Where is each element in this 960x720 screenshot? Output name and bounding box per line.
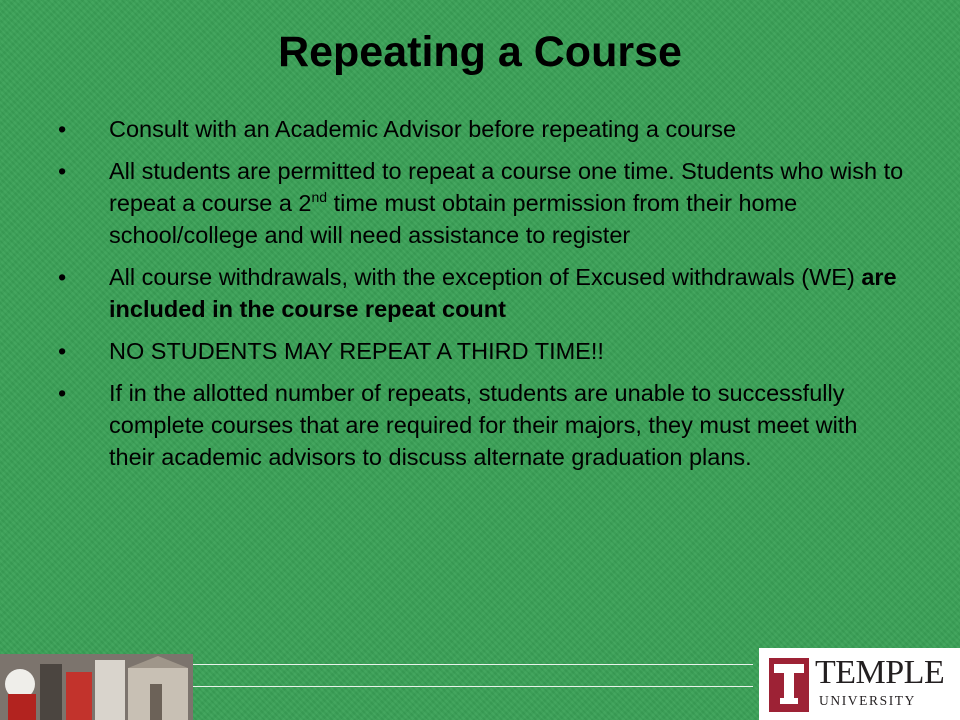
bullet-icon: • <box>58 338 67 364</box>
bullet-text: NO STUDENTS MAY REPEAT A THIRD TIME!! <box>109 338 604 364</box>
campus-photo-strip <box>0 654 193 720</box>
bullet-icon: • <box>58 158 67 184</box>
logo-wordmark: TEMPLE <box>815 654 945 691</box>
ordinal-superscript: nd <box>311 189 328 205</box>
slide-title: Repeating a Course <box>278 28 682 76</box>
list-item <box>58 335 908 367</box>
bullet-text: If in the allotted number of repeats, students are unable to successfully complete courses that are required for their majors, they must meet with their academic advisors to discuss alternate graduation plans. <box>109 380 858 470</box>
bullet-text: Consult with an Academic Advisor before repeating a course <box>109 116 737 142</box>
bullet-icon: • <box>58 380 67 406</box>
bullet-list <box>58 113 908 483</box>
bullet-text: All course withdrawals, with the exception of Excused withdrawals (WE) <box>109 264 862 290</box>
temple-t-icon <box>769 658 809 712</box>
list-item <box>58 113 908 145</box>
bullet-text-continued: time must obtain permission from their home school/college and will need assistance to register <box>109 190 798 248</box>
bullet-icon: • <box>58 264 67 290</box>
logo-subtitle: UNIVERSITY <box>819 693 916 708</box>
temple-logo <box>759 648 960 720</box>
bullet-text: All students are permitted to repeat a course one time. Students who wish to repeat a course a 2 <box>109 158 904 216</box>
footer-divider <box>193 686 753 687</box>
bullet-icon: • <box>58 116 67 142</box>
list-item <box>58 155 908 251</box>
footer-divider <box>193 664 753 665</box>
campus-photo-image <box>0 654 193 720</box>
list-item <box>58 377 908 473</box>
bullet-bold-text: are included in the course repeat count <box>109 264 897 322</box>
list-item <box>58 261 908 325</box>
